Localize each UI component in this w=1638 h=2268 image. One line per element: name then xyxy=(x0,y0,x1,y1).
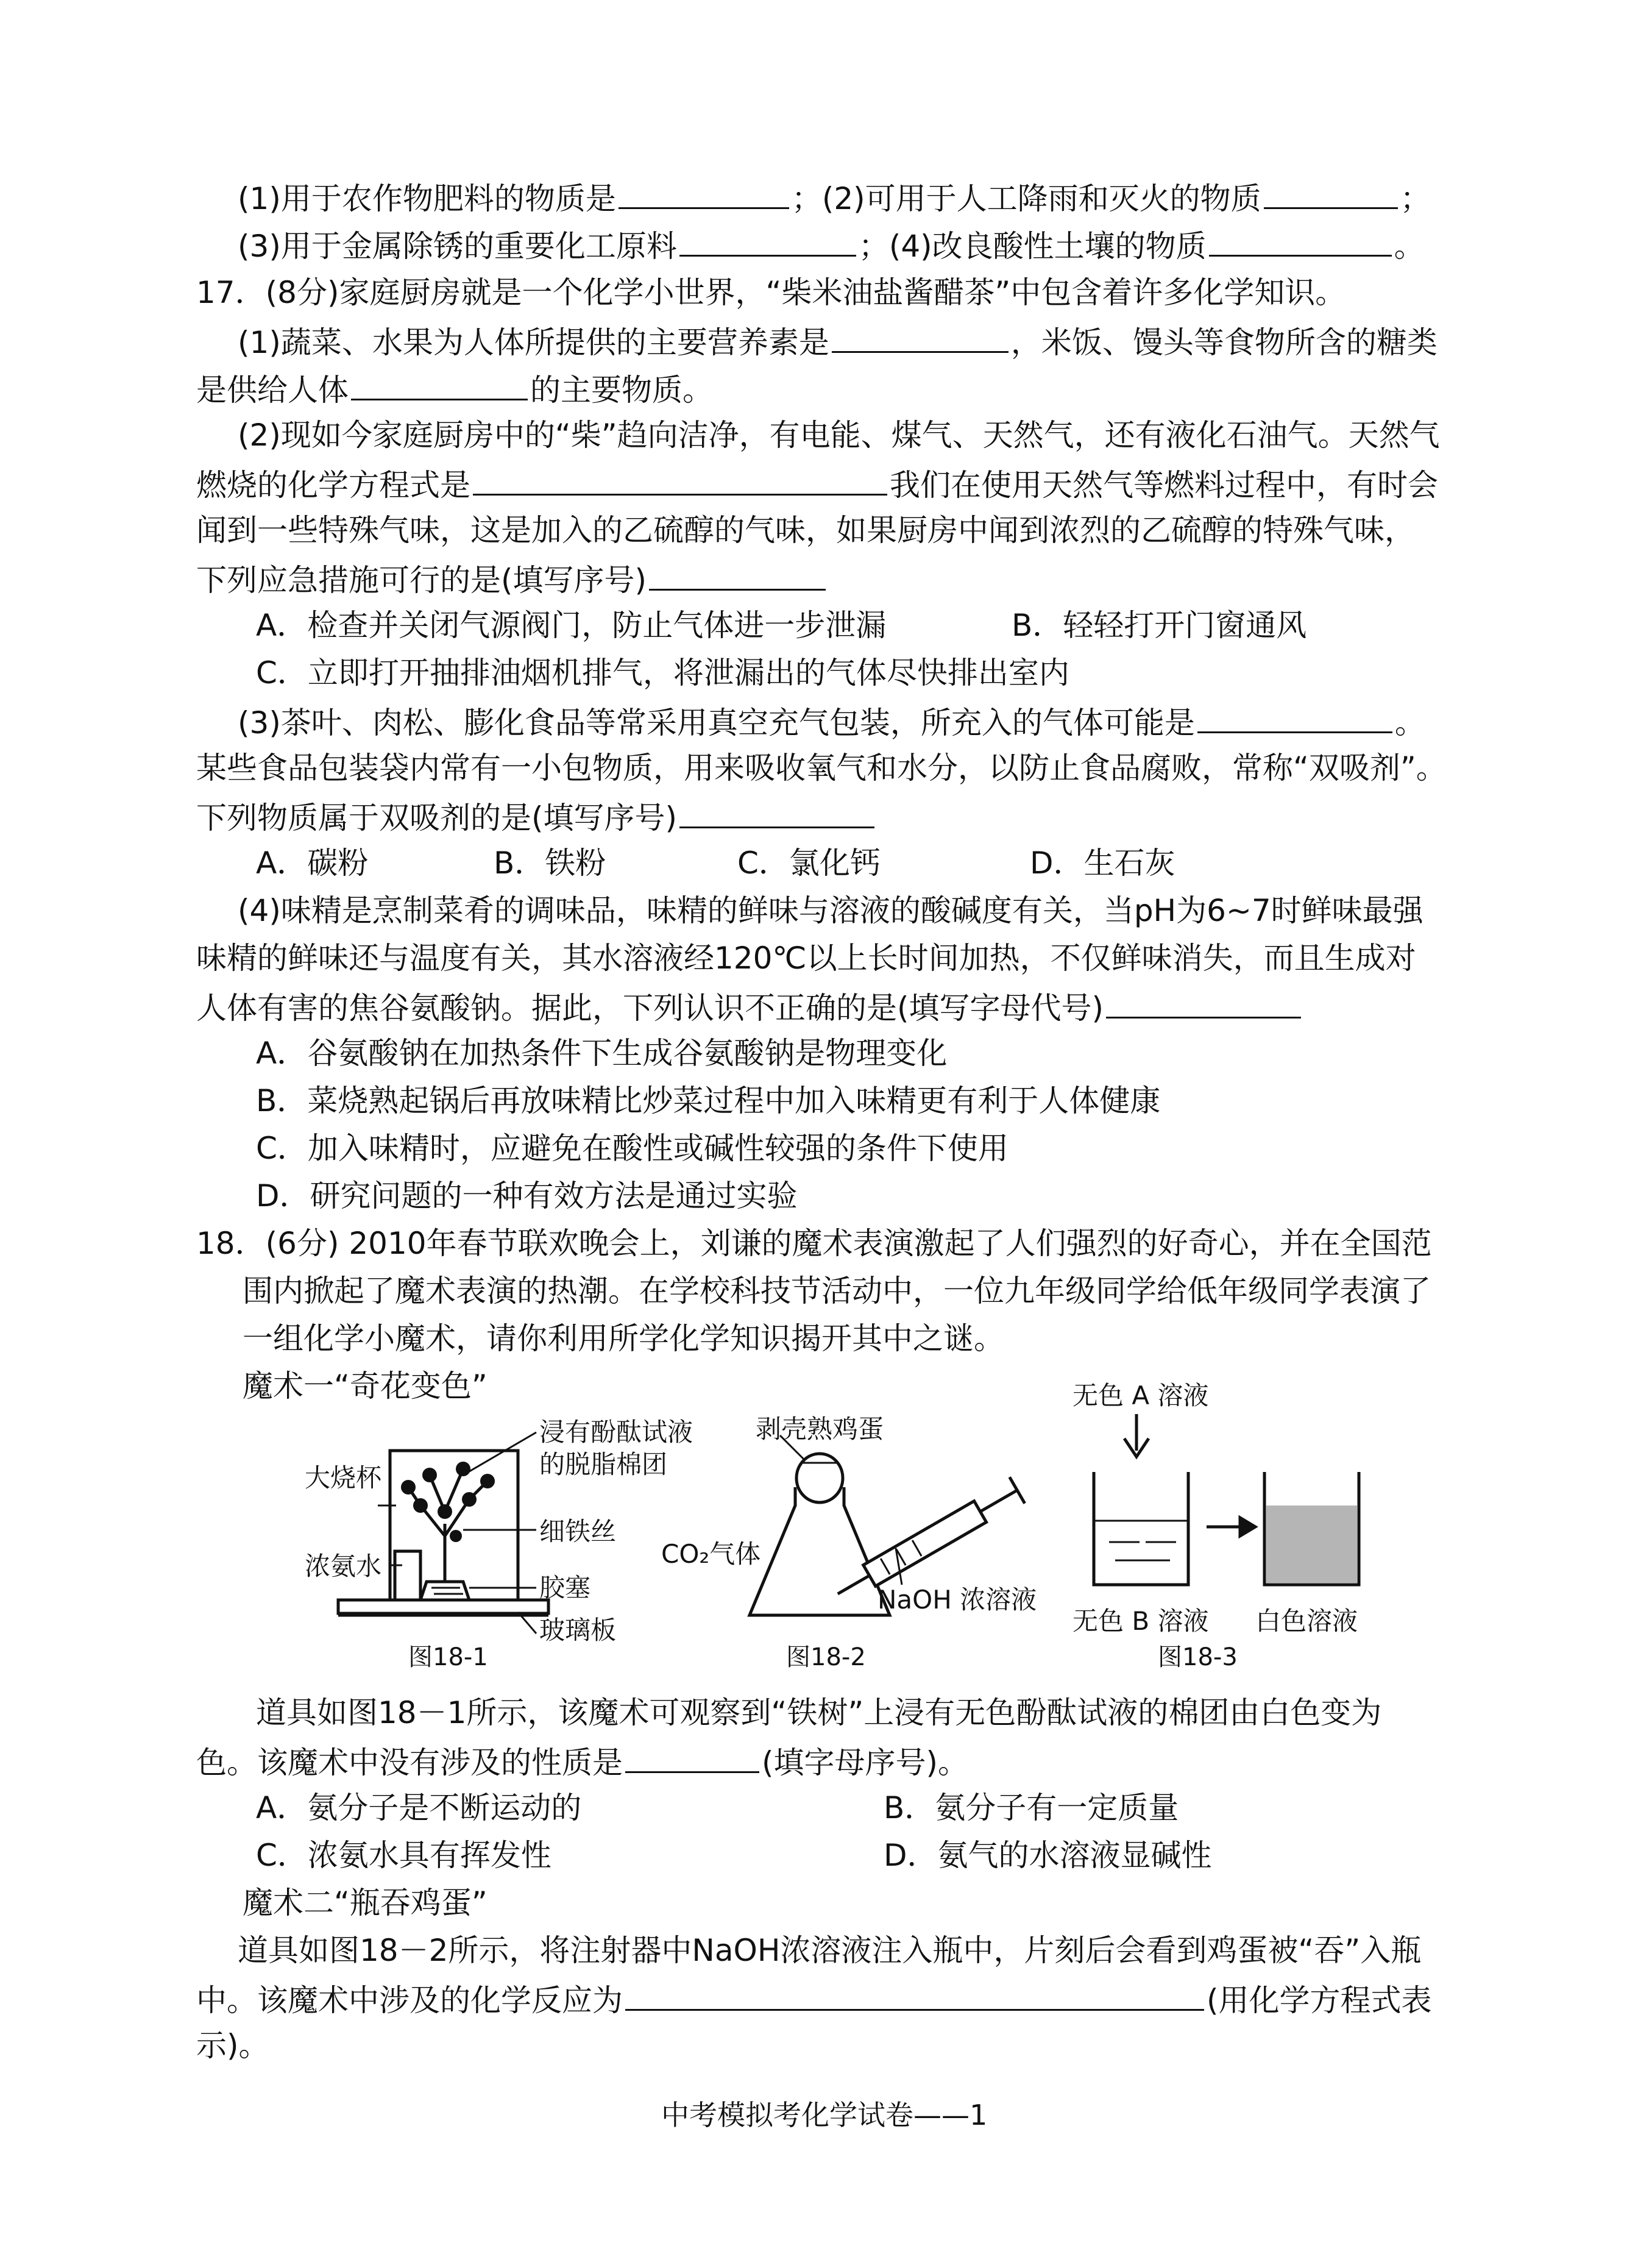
question-17: 17．(8分)家庭厨房就是一个化学小世界，“柴米油盐酱醋茶”中包含着许多化学知识。 xyxy=(196,275,1346,310)
white-solution xyxy=(1266,1505,1357,1583)
conical-flask xyxy=(750,1487,890,1615)
magic-two-title: 魔术二“瓶吞鸡蛋” xyxy=(243,1885,488,1921)
option-18-1A: A．氨分子是不断运动的 xyxy=(256,1790,582,1825)
text: (填字母序号)。 xyxy=(762,1745,969,1780)
question-18-line1: 18．(6分) 2010年春节联欢晚会上，刘谦的魔术表演激起了人们强烈的好奇心，并在全国范 xyxy=(196,1226,1432,1261)
page-footer: 中考模拟考化学试卷——1 xyxy=(661,2099,988,2131)
q17-4-line2: 味精的鲜味还与温度有关，其水溶液经120℃以上长时间加热，不仅鲜味消失，而且生成对 xyxy=(196,940,1416,976)
caption-fig18-3: 图18-3 xyxy=(1158,1643,1238,1671)
text: ； xyxy=(1400,181,1431,216)
question-18-line3: 一组化学小魔术，请你利用所学化学知识揭开其中之谜。 xyxy=(243,1321,1004,1356)
label-co2: CO₂气体 xyxy=(661,1539,761,1569)
glass-plate xyxy=(338,1600,548,1613)
option-17-4B: B．菜烧熟起锅后再放味精比炒菜过程中加入味精更有利于人体健康 xyxy=(256,1083,1161,1118)
text: (1)蔬菜、水果为人体所提供的主要营养素是 xyxy=(238,325,829,360)
label-white-solution: 白色溶液 xyxy=(1255,1606,1358,1636)
option-17-4A: A．谷氨酸钠在加热条件下生成谷氨酸钠是物理变化 xyxy=(256,1036,948,1071)
answer-blank[interactable] xyxy=(625,1980,1204,2011)
option-17-2A: A．检查并关闭气源阀门，防止气体进一步泄漏 xyxy=(256,608,887,643)
option-17-2B: B．轻轻打开门窗通风 xyxy=(1012,608,1307,643)
q17-2-line3: 闻到一些特殊气味，这是加入的乙硫醇的气味，如果厨房中闻到浓烈的乙硫醇的特殊气味， xyxy=(196,513,1415,548)
q17-2-line1: (2)现如今家庭厨房中的“柴”趋向洁净，有电能、煤气、天然气，还有液化石油气。天然气 xyxy=(238,418,1440,453)
text: 。 xyxy=(1394,705,1425,741)
label-large-beaker: 大烧杯 xyxy=(305,1463,382,1493)
text: (用化学方程式表 xyxy=(1207,1983,1432,2018)
text: ；(4)改良酸性土壤的物质 xyxy=(858,229,1207,264)
small-beaker xyxy=(395,1551,420,1600)
text: 是供给人体 xyxy=(196,372,349,408)
label-phenolphthalein-2: 的脱脂棉团 xyxy=(539,1449,668,1479)
text: 下列应急措施可行的是(填写序号) xyxy=(196,563,647,598)
text: (1)用于农作物肥料的物质是 xyxy=(238,181,616,216)
text: 的主要物质。 xyxy=(530,372,713,408)
magic2-line2 xyxy=(196,1980,1432,2019)
caption-fig18-1: 图18-1 xyxy=(408,1643,488,1671)
magic2-line1: 道具如图18－2所示，将注射器中NaOH浓溶液注入瓶中，片刻后会看到鸡蛋被“吞”入瓶 xyxy=(238,1933,1422,1968)
option-17-4C: C．加入味精时，应避免在酸性或碱性较强的条件下使用 xyxy=(256,1131,1009,1166)
text: 。 xyxy=(1394,229,1425,264)
label-glass-plate: 玻璃板 xyxy=(539,1615,617,1645)
magic1-line1: 道具如图18－1所示，该魔术可观察到“铁树”上浸有无色酚酞试液的棉团由白色变为 xyxy=(256,1695,1382,1730)
label-egg: 剥壳熟鸡蛋 xyxy=(756,1414,884,1444)
label-phenolphthalein-1: 浸有酚酞试液 xyxy=(539,1417,693,1447)
option-17-4D: D．研究问题的一种有效方法是通过实验 xyxy=(256,1178,798,1214)
label-naoh: NaOH 浓溶液 xyxy=(878,1585,1037,1615)
text: 人体有害的焦谷氨酸钠。据此，下列认识不正确的是(填写字母代号) xyxy=(196,990,1104,1026)
option-17-2C: C．立即打开抽排油烟机排气，将泄漏出的气体尽快排出室内 xyxy=(256,655,1069,691)
magic1-line2 xyxy=(196,1742,968,1781)
option-17-3A: A．碳粉 xyxy=(256,845,369,881)
text: ，米饭、馒头等食物所含的糖类 xyxy=(1010,325,1438,360)
text: 色。该魔术中没有涉及的性质是 xyxy=(196,1745,623,1780)
text: 我们在使用天然气等燃料过程中，有时会 xyxy=(890,467,1438,503)
label-ammonia: 浓氨水 xyxy=(305,1551,382,1581)
option-17-3D: D．生石灰 xyxy=(1030,845,1175,881)
option-18-1B: B．氨分子有一定质量 xyxy=(884,1790,1179,1825)
question-18-line2: 围内掀起了魔术表演的热潮。在学校科技节活动中，一位九年级同学给低年级同学表演了 xyxy=(243,1273,1431,1309)
label-solution-b: 无色 B 溶液 xyxy=(1072,1606,1209,1636)
caption-fig18-2: 图18-2 xyxy=(786,1643,866,1671)
beaker-b xyxy=(1094,1472,1188,1585)
option-18-1D: D．氨气的水溶液显碱性 xyxy=(884,1838,1212,1873)
label-solution-a: 无色 A 溶液 xyxy=(1072,1381,1209,1410)
text: 下列物质属于双吸剂的是(填写序号) xyxy=(196,800,678,836)
magic-one-title: 魔术一“奇花变色” xyxy=(243,1368,488,1404)
label-iron-wire: 细铁丝 xyxy=(539,1516,617,1546)
text: ；(2)可用于人工降雨和灭火的物质 xyxy=(791,181,1261,216)
text: (3)茶叶、肉松、膨化食品等常采用真空充气包装，所充入的气体可能是 xyxy=(238,705,1195,741)
text: 燃烧的化学方程式是 xyxy=(196,467,470,503)
option-17-3C: C．氯化钙 xyxy=(737,845,881,881)
boiled-egg xyxy=(796,1454,843,1502)
q17-4-line1: (4)味精是烹制菜肴的调味品，味精的鲜味与溶液的酸碱度有关，当pH为6~7时鲜味最强 xyxy=(238,893,1424,928)
text: 中。该魔术中涉及的化学反应为 xyxy=(196,1983,623,2018)
down-arrow xyxy=(1124,1414,1149,1457)
option-17-3B: B．铁粉 xyxy=(494,845,606,881)
answer-blank[interactable] xyxy=(625,1742,759,1773)
label-stopper: 胶塞 xyxy=(539,1573,591,1602)
option-18-1C: C．浓氨水具有挥发性 xyxy=(256,1838,551,1873)
text: (3)用于金属除锈的重要化工原料 xyxy=(238,229,677,264)
magic2-line3: 示)。 xyxy=(196,2028,269,2063)
q17-3-line2: 某些食品包装袋内常有一小包物质，用来吸收氧气和水分，以防止食品腐败，常称“双吸剂”。 xyxy=(196,750,1447,786)
rubber-stopper xyxy=(420,1582,469,1600)
